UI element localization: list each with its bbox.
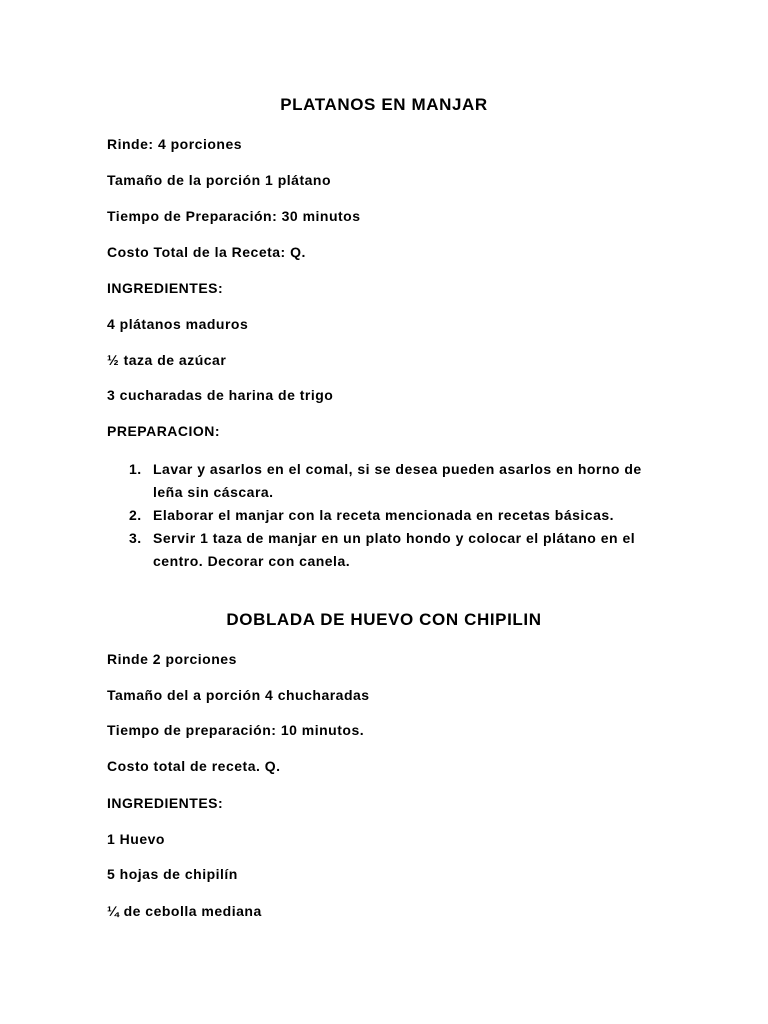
recipe1-ingredient: 3 cucharadas de harina de trigo bbox=[107, 387, 334, 403]
recipe1-ingredient: ½ taza de azúcar bbox=[107, 352, 227, 368]
recipe1-step bbox=[107, 504, 667, 527]
recipe2-ingredient: ¼ de cebolla mediana bbox=[107, 903, 262, 919]
recipe1-portion: Tamaño de la porción 1 plátano bbox=[107, 172, 331, 188]
step-number: 1. bbox=[129, 461, 142, 477]
recipe2-ingredients-heading: INGREDIENTES: bbox=[107, 795, 224, 811]
recipe2-ingredient: 5 hojas de chipilín bbox=[107, 866, 238, 882]
step-text: Servir 1 taza de manjar en un plato hondo y colocar el plátano en el centro. Decorar con canela. bbox=[153, 530, 636, 569]
recipe1-preparation-heading: PREPARACION: bbox=[107, 423, 221, 439]
recipe1-prep-time: Tiempo de Preparación: 30 minutos bbox=[107, 208, 361, 224]
step-number: 2. bbox=[129, 507, 142, 523]
recipe2-ingredient: 1 Huevo bbox=[107, 831, 165, 847]
recipe2-prep-time: Tiempo de preparación: 10 minutos. bbox=[107, 722, 365, 738]
step-text: Lavar y asarlos en el comal, si se desea pueden asarlos en horno de leña sin cáscara. bbox=[153, 461, 642, 500]
recipe1-ingredient: 4 plátanos maduros bbox=[107, 316, 249, 332]
step-text: Elaborar el manjar con la receta mencionada en recetas básicas. bbox=[153, 507, 615, 523]
recipe1-yield: Rinde: 4 porciones bbox=[107, 136, 243, 152]
recipe1-step bbox=[107, 527, 667, 573]
recipe2-yield: Rinde 2 porciones bbox=[107, 651, 237, 667]
recipe1-ingredients-heading: INGREDIENTES: bbox=[107, 280, 224, 296]
recipe1-step bbox=[107, 458, 667, 504]
recipe2-title: DOBLADA DE HUEVO CON CHIPILIN bbox=[226, 610, 542, 629]
recipe1-title: PLATANOS EN MANJAR bbox=[280, 95, 488, 114]
recipe2-cost: Costo total de receta. Q. bbox=[107, 758, 281, 774]
recipe1-steps-list bbox=[107, 458, 667, 573]
recipe2-portion: Tamaño del a porción 4 chucharadas bbox=[107, 687, 370, 703]
step-number: 3. bbox=[129, 530, 142, 546]
recipe1-cost: Costo Total de la Receta: Q. bbox=[107, 244, 306, 260]
